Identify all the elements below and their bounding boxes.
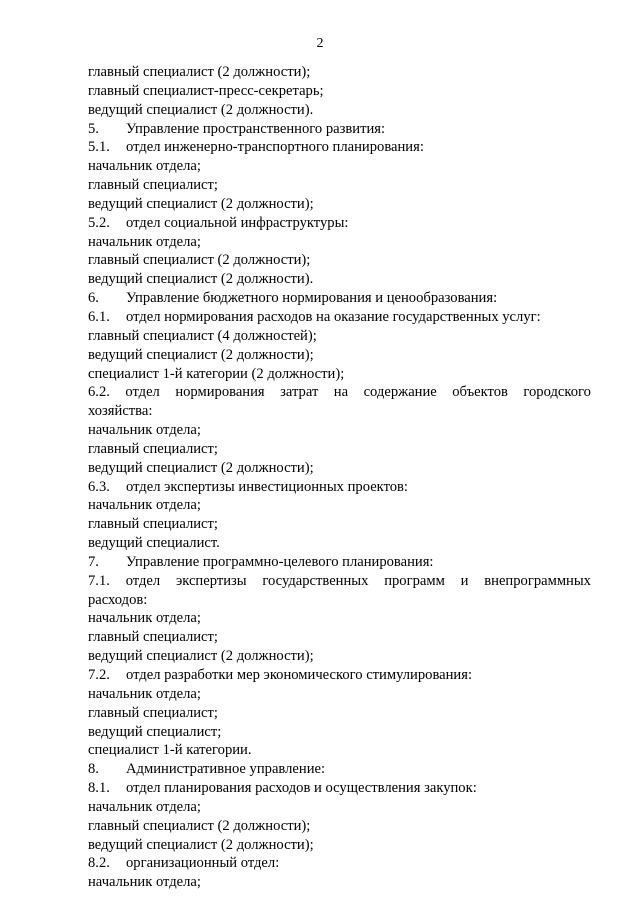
document-body (88, 63, 591, 892)
item-text: отдел инженерно-транспортного планирования: (126, 139, 424, 156)
justified-word: 7.1. (88, 572, 110, 589)
item-text: специалист 1-й категории. (88, 742, 252, 759)
text-line (88, 760, 591, 779)
item-number: 7. (88, 553, 99, 570)
text-line (88, 82, 591, 101)
item-text: Управление программно-целевого планирования: (126, 553, 434, 570)
item-text: ведущий специалист (2 должности). (88, 101, 314, 118)
item-text: отдел планирования расходов и осуществления закупок: (126, 780, 477, 797)
justified-line-7-1 (88, 572, 591, 591)
text-line (88, 685, 591, 704)
justified-word: объектов (452, 384, 508, 401)
item-number: 6.3. (88, 478, 110, 495)
item-text: Административное управление: (126, 761, 326, 778)
text-line (88, 478, 591, 497)
text-line (88, 704, 591, 723)
item-text: ведущий специалист (2 должности); (88, 648, 314, 665)
text-line (88, 270, 591, 289)
text-line (88, 346, 591, 365)
item-text: отдел разработки мер экономического стимулирования: (126, 667, 473, 683)
text-line (88, 515, 591, 534)
text-line (88, 308, 591, 327)
item-text: главный специалист-пресс-секретарь; (88, 82, 324, 99)
justified-word: внепрограммных (484, 572, 591, 589)
item-text: главный специалист; (88, 177, 218, 194)
item-text: ведущий специалист (2 должности); (88, 459, 314, 476)
item-text: начальник отдела; (88, 874, 201, 891)
text-line (88, 289, 591, 308)
text-line (88, 798, 591, 817)
justified-word: затрат (280, 384, 319, 401)
text-line (88, 233, 591, 252)
item-text: отдел социальной инфраструктуры: (126, 214, 349, 231)
text-line (88, 214, 591, 233)
text-line (88, 666, 591, 685)
item-text: ведущий специалист. (88, 535, 220, 552)
page-number: 2 (316, 36, 324, 51)
text-line (88, 779, 591, 798)
text-line (88, 836, 591, 855)
justified-word: государственных (262, 572, 369, 589)
item-number: 5. (88, 120, 99, 137)
text-line (88, 101, 591, 120)
text-group-a (88, 63, 591, 383)
text-line (88, 553, 591, 572)
text-line (88, 157, 591, 176)
item-text: начальник отдела; (88, 798, 201, 815)
item-text: ведущий специалист (2 должности); (88, 346, 314, 363)
justified-word: программ (384, 572, 445, 589)
text-line: хозяйства: (88, 403, 153, 420)
text-line (88, 365, 591, 384)
item-text: главный специалист; (88, 629, 218, 646)
item-number: 8.1. (88, 780, 110, 797)
text-line (88, 817, 591, 836)
item-text: начальник отдела; (88, 685, 201, 702)
text-line (88, 421, 591, 440)
item-text: главный специалист; (88, 704, 218, 721)
item-text: Управление пространственного развития: (126, 120, 386, 137)
text-line (88, 854, 591, 873)
justified-word: городского (523, 384, 591, 401)
text-line (88, 176, 591, 195)
text-line (88, 138, 591, 157)
item-text: начальник отдела; (88, 233, 201, 250)
item-text: главный специалист (2 должности); (88, 64, 311, 80)
item-text: организационный отдел: (126, 855, 280, 872)
text-line (88, 609, 591, 628)
text-group-b (88, 421, 591, 572)
item-text: отдел экспертизы инвестиционных проектов: (126, 478, 408, 495)
item-number: 8. (88, 761, 99, 778)
justified-word: отдел (125, 572, 161, 589)
item-text: Управление бюджетного нормирования и ценообразования: (126, 290, 498, 307)
text-line (88, 741, 591, 760)
text-line (88, 628, 591, 647)
text-line (88, 440, 591, 459)
item-text: главный специалист; (88, 440, 218, 457)
item-text: ведущий специалист (2 должности); (88, 195, 314, 212)
item-number: 5.1. (88, 139, 110, 156)
item-number: 8.2. (88, 855, 110, 872)
justified-word: и (460, 572, 469, 589)
text-line (88, 327, 591, 346)
item-number: 7.2. (88, 667, 110, 683)
text-line (88, 534, 591, 553)
text-line (88, 120, 591, 139)
item-text: главный специалист; (88, 516, 218, 533)
item-text: ведущий специалист; (88, 723, 222, 740)
text-line (88, 251, 591, 270)
item-text: главный специалист (2 должности); (88, 252, 311, 269)
text-line: расходов: (88, 591, 148, 608)
item-text: ведущий специалист (2 должности); (88, 836, 314, 853)
item-text: отдел нормирования расходов на оказание государственных услуг: (126, 308, 541, 325)
text-line (88, 496, 591, 515)
item-text: начальник отдела; (88, 158, 201, 175)
justified-word: содержание (363, 384, 437, 401)
item-text: главный специалист (2 должности); (88, 817, 311, 834)
text-line (88, 459, 591, 478)
item-number: 6.1. (88, 308, 110, 325)
text-line (88, 195, 591, 214)
item-number: 6. (88, 290, 99, 307)
text-line (88, 873, 591, 892)
text-group-c (88, 609, 591, 892)
item-text: начальник отдела; (88, 422, 201, 439)
justified-word: отдел (125, 384, 160, 401)
item-text: начальник отдела; (88, 610, 201, 627)
item-text: специалист 1-й категории (2 должности); (88, 365, 345, 382)
text-line (88, 647, 591, 666)
item-text: начальник отдела; (88, 497, 201, 514)
item-number: 5.2. (88, 214, 110, 231)
justified-line-6-2 (88, 383, 591, 402)
text-line (88, 723, 591, 742)
justified-word: нормирования (175, 384, 265, 401)
justified-word: 6.2. (88, 384, 110, 401)
item-text: главный специалист (4 должностей); (88, 327, 317, 344)
justified-word: экспертизы (175, 572, 247, 589)
item-text: ведущий специалист (2 должности). (88, 271, 314, 288)
text-line (88, 63, 591, 82)
justified-word: на (333, 384, 349, 401)
